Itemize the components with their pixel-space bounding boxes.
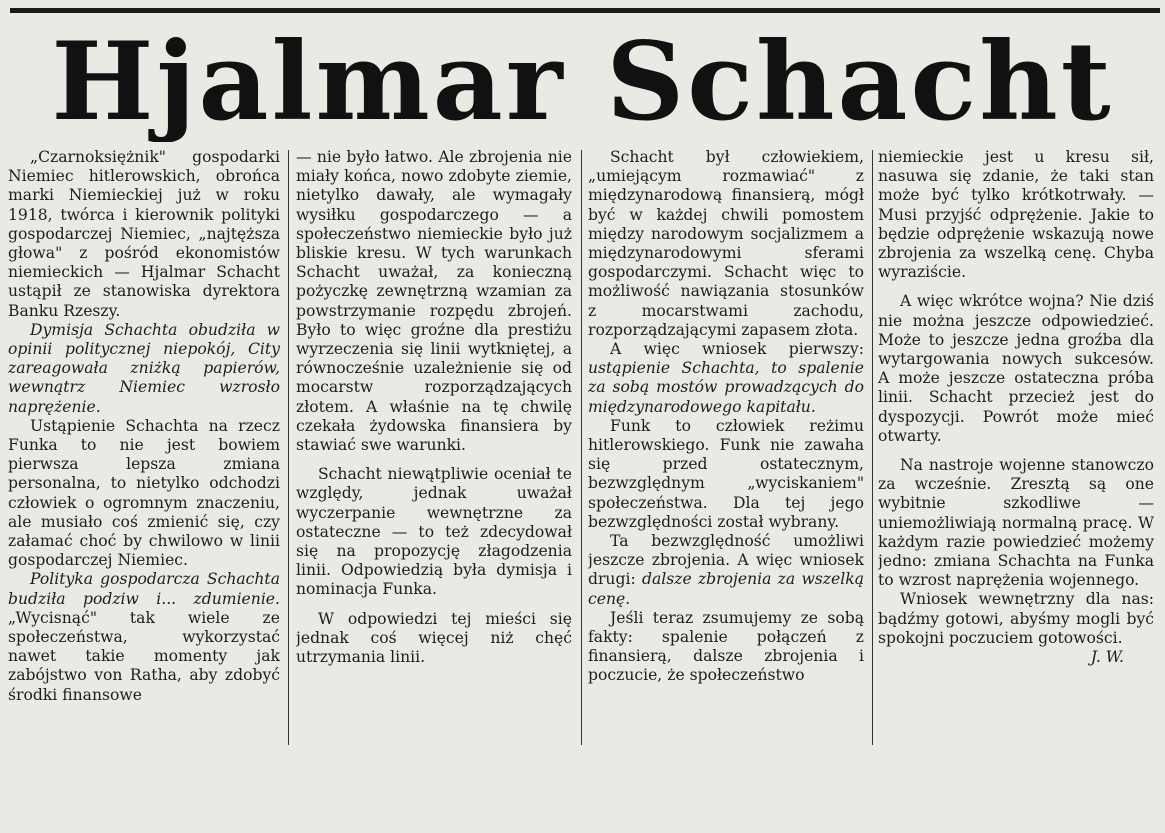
paragraph: Funk to człowiek reżimu hitlerowskiego. Funk nie zawaha się przed ostatecznym, bezwzględnym „wyciskaniem" społeczeństwa. Dla tej jego bezwzględności został wybrany. xyxy=(588,416,864,531)
column-4 xyxy=(878,148,1154,748)
paragraph: Na nastroje wojenne stanowczo za wcześnie. Zresztą są one wybitnie szkodliwe — uniemożliwiają normalną pracę. W każdym razie powiedzieć możemy jedno: zmiana Schachta na Funka to wzrost naprężenia wojennego. xyxy=(878,456,1154,590)
column-2 xyxy=(296,148,572,748)
italic-text: ustąpienie Schachta, to spalenie za sobą mostów prowadzących do międzynarodowego kapitału. xyxy=(588,359,864,416)
paragraph: „Czarnoksiężnik" gospodarki Niemiec hitlerowskich, obrońca marki Niemieckiej już w roku 1918, twórca i kierownik polityki gospodarczej Niemiec, „najtęższa głowa" z pośród ekonomistów niemieckich — Hjalmar Schacht ustąpił ze stanowiska dyrektora Banku Rzeszy. xyxy=(8,148,280,320)
paragraph: Wniosek wewnętrzny dla nas: bądźmy gotowi, abyśmy mogli być spokojni poczuciem gotowości. xyxy=(878,590,1154,647)
column-1 xyxy=(8,148,280,748)
paragraph: Ustąpienie Schachta na rzecz Funka to nie jest bowiem pierwsza lepsza zmiana personalna, to nietylko odchodzi człowiek o ogromnym znaczeniu, ale musiało coś zmienić się, czy załamać choć by chwilowo w linii gospodarczej Niemiec. xyxy=(8,416,280,570)
paragraph xyxy=(588,340,864,417)
paragraph xyxy=(8,570,280,704)
text: Ta bezwzględność umożliwi jeszcze zbrojenia. A więc wniosek drugi: xyxy=(588,532,864,589)
column-rule xyxy=(581,150,582,745)
text: A więc wniosek pierwszy: xyxy=(610,340,864,359)
paragraph: Schacht był człowiekiem, „umiejącym rozmawiać" z międzynarodową finansierą, mógł być w każdej chwili pomostem między narodowym socjalizmem a międzynarodowymi sferami gospodarczymi. Schacht więc to możliwość nawiązania stosunków z mocarstwami zachodu, rozporządzającymi zapasem złota. xyxy=(588,148,864,339)
paragraph: W odpowiedzi tej mieści się jednak coś więcej niż chęć utrzymania linii. xyxy=(296,609,572,667)
author-signature: J. W. xyxy=(1090,648,1124,667)
paragraph: Jeśli teraz zsumujemy ze sobą fakty: spalenie połączeń z finansierą, dalsze zbrojenia i poczucie, że społeczeństwo xyxy=(588,608,864,685)
paragraph: — nie było łatwo. Ale zbrojenia nie miały końca, nowo zdobyte ziemie, nietylko dawały, ale wymagały wysiłku gospodarczego — a społeczeństwo niemieckie było już bliskie kresu. W tych warunkach Schacht uważał, za konieczną pożyczkę zewnętrzną wzamian za powstrzymanie rozpędu zbrojeń. Było to więc groźne dla prestiżu wyrzeczenia się linii wytkniętej, a równocześnie uzależnienie się od mocarstw rozporządzających złotem. A właśnie na tę chwilę czekała żydowska finansiera by stawiać swe warunki. xyxy=(296,148,572,455)
column-3 xyxy=(588,148,864,748)
top-rule xyxy=(10,8,1160,13)
article-title: Hjalmar Schacht xyxy=(51,22,1114,142)
italic-text: dalsze zbrojenia za wszelką cenę. xyxy=(588,570,864,608)
text: „Wycisnąć" tak wiele ze społeczeństwa, wykorzystać nawet takie momenty jak zabójstwo von Ratha, aby zdobyć środki finansowe xyxy=(8,608,280,704)
paragraph: Dymisja Schachta obudziła w opinii politycznej niepokój, City zareagowała zniżką papierów, wewnątrz Niemiec wzrosło naprężenie. xyxy=(8,320,280,416)
column-rule xyxy=(872,150,873,745)
column-rule xyxy=(288,150,289,745)
paragraph: Schacht niewątpliwie oceniał te względy, jednak uważał wyczerpanie wewnętrzne za ostateczne — to też zdecydował się na propozycję złagodzenia linii. Odpowiedzią była dymisja i nominacja Funka. xyxy=(296,465,572,599)
paragraph: niemieckie jest u kresu sił, nasuwa się zdanie, że taki stan może być tylko krótkotrwały. — Musi przyjść odprężenie. Jakie to będzie odprężenie wskazują nowe zbrojenia za wszelką cenę. Chyba wyraziście. xyxy=(878,148,1154,282)
paragraph: A więc wkrótce wojna? Nie dziś nie można jeszcze odpowiedzieć. Może to jeszcze jedna groźba dla wytargowania nowych sukcesów. A może jeszcze ostateczna próba linii. Schacht przecież jest do dyspozycji. Powrót może mieć otwarty. xyxy=(878,292,1154,445)
italic-text: Polityka gospodarcza Schachta budziła podziw i... zdumienie. xyxy=(8,570,280,608)
paragraph xyxy=(588,532,864,609)
